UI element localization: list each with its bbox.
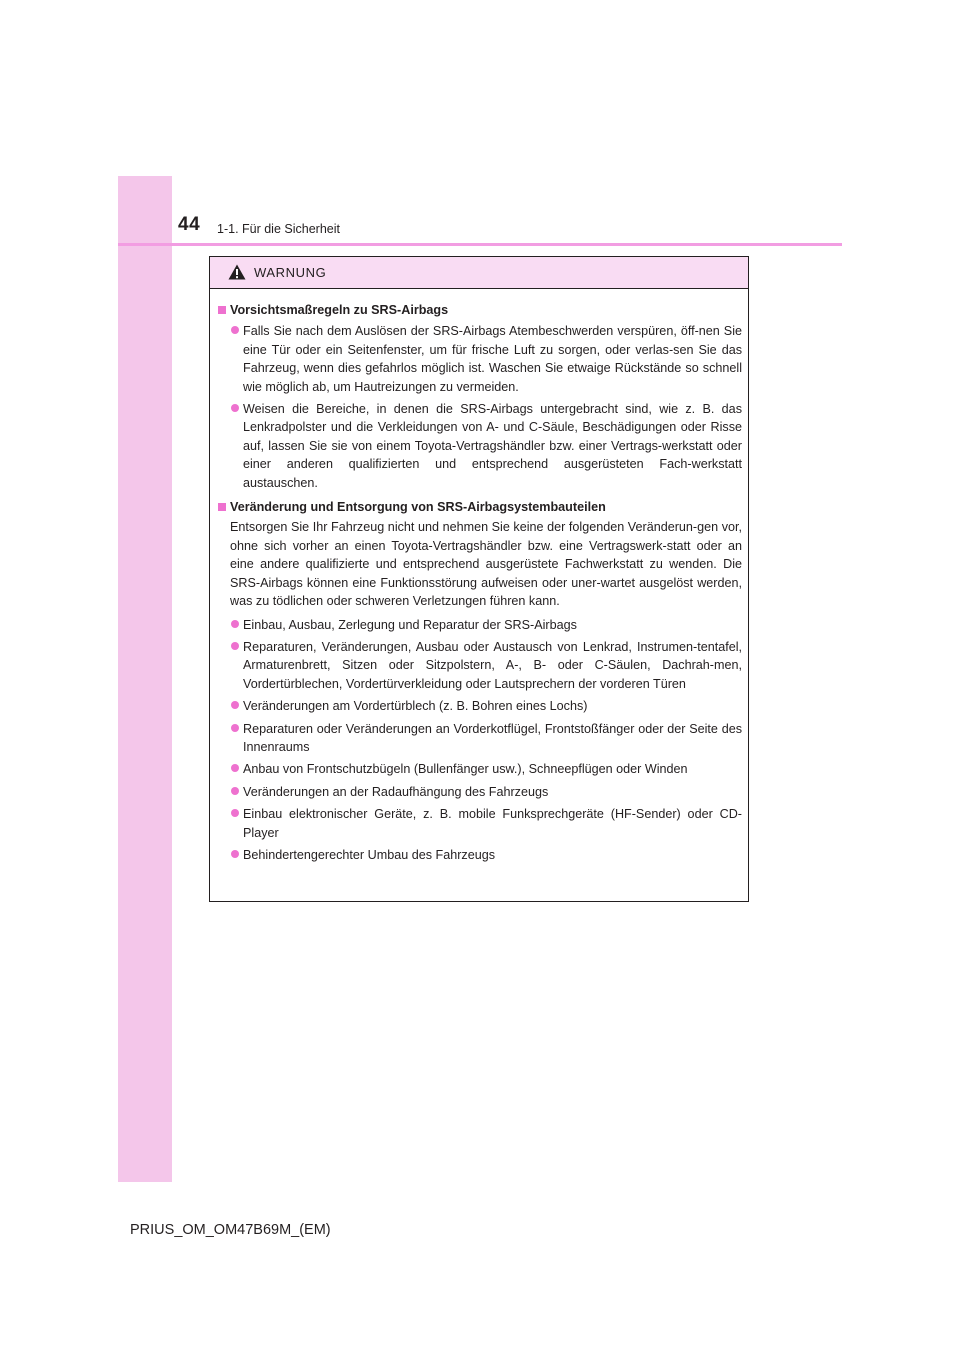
side-tab-strip (118, 176, 172, 1182)
list-item: Einbau, Ausbau, Zerlegung und Reparatur der SRS-Airbags (218, 616, 742, 634)
round-bullet-icon (231, 764, 239, 772)
list-item: Veränderungen am Vordertürblech (z. B. Bohren eines Lochs) (218, 697, 742, 715)
header-rule (118, 243, 842, 246)
square-bullet-icon (218, 306, 226, 314)
section-heading: Veränderung und Entsorgung von SRS-Airbagsystembauteilen (218, 498, 742, 516)
warning-triangle-icon (228, 264, 246, 280)
list-item: Behindertengerechter Umbau des Fahrzeugs (218, 846, 742, 864)
warning-body (210, 289, 748, 864)
page-number: 44 (178, 214, 201, 235)
list-item: Veränderungen an der Radaufhängung des Fahrzeugs (218, 783, 742, 801)
round-bullet-icon (231, 787, 239, 795)
round-bullet-icon (231, 620, 239, 628)
list-item: Einbau elektronischer Geräte, z. B. mobile Funksprechgeräte (HF-Sender) oder CD-Player (218, 805, 742, 842)
round-bullet-icon (231, 701, 239, 709)
list-item: Weisen die Bereiche, in denen die SRS-Airbags untergebracht sind, wie z. B. das Lenkradpolster und die Verkleidungen von A- und C-Säule, Beschädigungen oder Risse auf, lassen Sie sie von einem Toyota-Vertragshändler bzw. einer Vertrags-werkstatt oder einer anderen qualifizierten und entsprechend ausgerüsteten Fach-werkstatt austauschen. (218, 400, 742, 492)
round-bullet-icon (231, 850, 239, 858)
round-bullet-icon (231, 326, 239, 334)
round-bullet-icon (231, 809, 239, 817)
warning-header (210, 257, 748, 289)
list-item: Anbau von Frontschutzbügeln (Bullenfänger usw.), Schneepflügen oder Winden (218, 760, 742, 778)
list-item: Reparaturen oder Veränderungen an Vorderkotflügel, Frontstoßfänger oder der Seite des Innenraums (218, 720, 742, 757)
round-bullet-icon (231, 404, 239, 412)
section-paragraph: Entsorgen Sie Ihr Fahrzeug nicht und nehmen Sie keine der folgenden Veränderun-gen vor, ohne sich vorher an einen Toyota-Vertragshändler bzw. eine Vertragswerk-statt oder an eine andere qualifizierte und entsprechend ausgerüstete Fachwerkstatt zu wenden. Die SRS-Airbags können eine Funktionsstörung aufweisen oder uner-wartet ausgelöst werden, was zu tödlichen oder schweren Verletzungen führen kann. (230, 520, 742, 609)
section-heading: Vorsichtsmaßregeln zu SRS-Airbags (218, 301, 742, 319)
warning-title: WARNUNG (254, 265, 327, 280)
square-bullet-icon (218, 503, 226, 511)
round-bullet-icon (231, 642, 239, 650)
warning-box (209, 256, 749, 902)
round-bullet-icon (231, 724, 239, 732)
section-title: 1-1. Für die Sicherheit (217, 222, 340, 236)
list-item: Reparaturen, Veränderungen, Ausbau oder Austausch von Lenkrad, Instrumen-tentafel, Armaturenbrett, Sitzen oder Sitzpolstern, A-, B- oder C-Säulen, Dachrah-men, Vordertürblechen, Vordertürverkleidung oder Lautsprechern der vorderen Türen (218, 638, 742, 693)
list-item: Falls Sie nach dem Auslösen der SRS-Airbags Atembeschwerden verspüren, öff-nen Sie eine Tür oder ein Seitenfenster, um für frische Luft zu sorgen, oder verlas-sen Sie das Fahrzeug, wenn dies gefahrlos möglich ist. Waschen Sie etwaige Rückstände so schnell wie möglich ab, um Hautreizungen zu vermeiden. (218, 322, 742, 396)
document-code: PRIUS_OM_OM47B69M_(EM) (130, 1222, 331, 1238)
